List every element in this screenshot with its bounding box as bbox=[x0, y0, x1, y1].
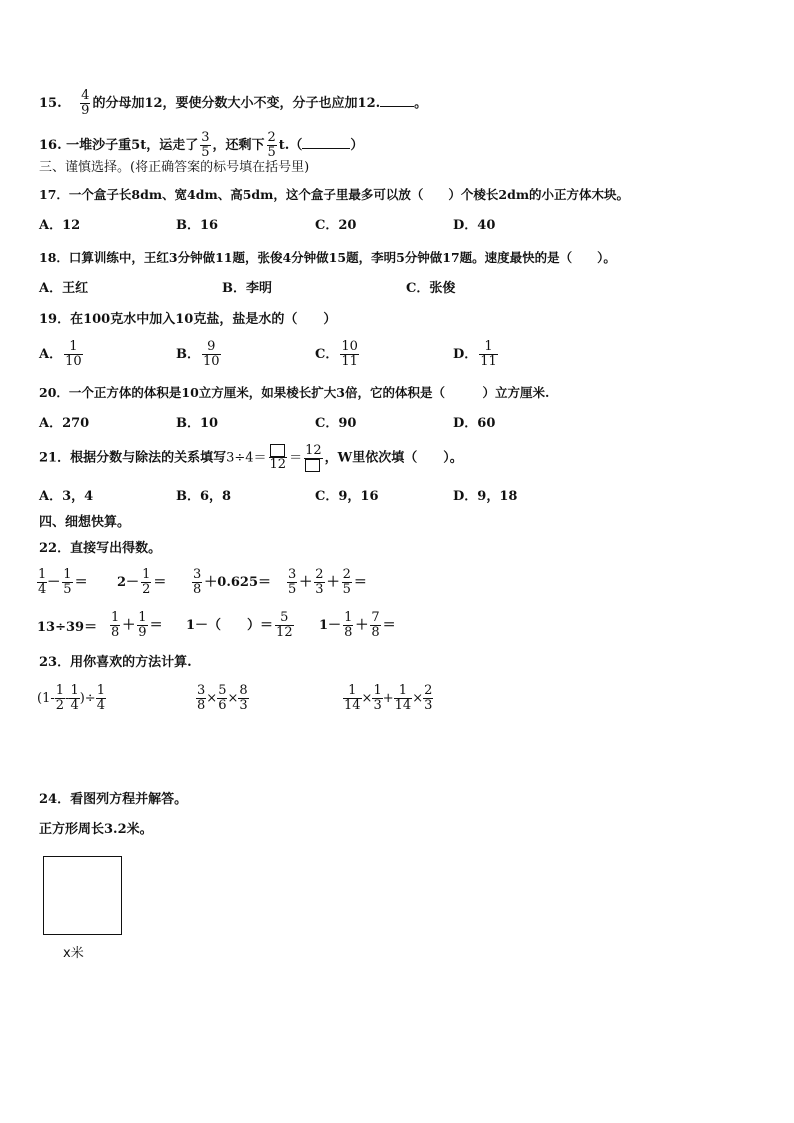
q19-label-c: C． bbox=[315, 347, 339, 362]
q21-frac2-num: 12 bbox=[305, 443, 322, 458]
q23-title: 23．用你喜欢的方法计算. bbox=[39, 655, 192, 670]
q19-a-den: 10 bbox=[65, 354, 82, 369]
q23-expr-2: $\frac{3}{8}$ × $\frac{5}{6}$ × $\frac{8}{3}$ bbox=[197, 683, 248, 713]
q22-expr-3: $\frac{3}{8}$ ＋0.625＝ bbox=[193, 567, 271, 597]
q21-option-d[interactable]: D．9，18 bbox=[453, 489, 518, 504]
q21-text-1: 21．根据分数与除法的关系填写 bbox=[39, 450, 227, 466]
q24-subtitle: 正方形周长3.2米。 bbox=[39, 822, 153, 837]
q15-answer-blank[interactable] bbox=[380, 94, 414, 107]
q23-e1a: (1- bbox=[37, 691, 55, 706]
question-20: 20．一个正方体的体积是10立方厘米，如果棱长扩大3倍，它的体积是（ ）立方厘米. bbox=[39, 385, 550, 400]
q19-label-d: D． bbox=[453, 347, 478, 362]
q15-frac-num: 4 bbox=[81, 88, 90, 103]
q16-text-2: ，还剩下 bbox=[212, 138, 265, 153]
q23-plus: + bbox=[382, 691, 394, 706]
q22-title: 22．直接写出得数。 bbox=[39, 541, 162, 556]
question-17: 17．一个盒子长8dm、宽4dm、高5dm，这个盒子里最多可以放（ ）个棱长2dm的小正方体木块。 bbox=[39, 187, 630, 202]
question-15 bbox=[39, 89, 427, 118]
q21-box-2[interactable] bbox=[305, 459, 320, 472]
q20-option-d[interactable]: D．60 bbox=[453, 416, 496, 431]
q21-frac1-den: 12 bbox=[269, 457, 287, 472]
q22-expr-1: $\frac{1}{4}$ － $\frac{1}{5}$ ＝ bbox=[38, 567, 88, 597]
q22-expr-4: $\frac{3}{5}$ ＋ $\frac{2}{3}$ ＋ $\frac{2}{5}$ ＝ bbox=[288, 567, 367, 597]
q22-expr-5: 13÷39＝ bbox=[37, 620, 98, 635]
q21-expression: 3÷4＝ bbox=[226, 450, 267, 466]
q19-a-num: 1 bbox=[64, 340, 83, 355]
q22-plus-0625: ＋0.625＝ bbox=[204, 575, 271, 590]
section-3-heading: 三、谨慎选择。(将正确答案的标号填在括号里) bbox=[39, 160, 310, 175]
q16-frac1-den: 5 bbox=[201, 145, 210, 160]
q22-eq-6: ＝ bbox=[149, 618, 163, 633]
q23-expr-3: $\frac{1}{14}$ × $\frac{1}{3}$ + $\frac{1}{14}$ × $\frac{2}{3}$ bbox=[344, 683, 433, 713]
q16-frac2-den: 5 bbox=[267, 145, 276, 160]
q22-eq-4: ＝ bbox=[353, 575, 367, 590]
q24-title: 24．看图列方程并解答。 bbox=[39, 792, 188, 807]
q17-option-b[interactable]: B．16 bbox=[176, 218, 219, 233]
q21-option-a[interactable]: A．3，4 bbox=[39, 489, 94, 504]
question-21 bbox=[39, 444, 463, 472]
q22-two: 2 bbox=[117, 575, 127, 590]
q23-e1c: )÷ bbox=[79, 691, 96, 706]
q22-plus-c: ＋ bbox=[122, 618, 136, 633]
q19-option-b[interactable] bbox=[176, 340, 223, 369]
q19-label-a: A． bbox=[39, 347, 63, 362]
q22-minus-2: － bbox=[126, 575, 140, 590]
question-16 bbox=[39, 131, 363, 160]
q15-end: 。 bbox=[414, 96, 428, 111]
q22-minus-8: － bbox=[328, 618, 342, 633]
q22-plus-a: ＋ bbox=[299, 575, 313, 590]
q19-b-num: 9 bbox=[202, 340, 221, 355]
q18-option-b[interactable]: B．李明 bbox=[222, 281, 272, 296]
q23-times-c: × bbox=[361, 691, 373, 706]
q22-eq: ＝ bbox=[74, 575, 88, 590]
q22-expr-7-text: 1－（ ）＝ bbox=[186, 618, 274, 633]
q19-d-num: 1 bbox=[479, 340, 498, 355]
q21-text-2: ，W里依次填（ ）。 bbox=[324, 450, 463, 466]
square-side-label: x米 bbox=[63, 946, 84, 961]
q15-text: 的分母加12，要使分数大小不变，分子也应加12. bbox=[92, 96, 381, 111]
q19-option-a[interactable] bbox=[39, 340, 85, 369]
square-figure bbox=[43, 856, 122, 935]
q16-answer-blank[interactable] bbox=[302, 136, 350, 149]
q20-option-a[interactable]: A．270 bbox=[39, 416, 90, 431]
q17-option-c[interactable]: C．20 bbox=[315, 218, 357, 233]
q17-option-a[interactable]: A．12 bbox=[39, 218, 81, 233]
q20-option-b[interactable]: B．10 bbox=[176, 416, 219, 431]
q18-option-c[interactable]: C．张俊 bbox=[406, 281, 456, 296]
q18-option-a[interactable]: A．王红 bbox=[39, 281, 89, 296]
q22-expr-6: $\frac{1}{8}$ ＋ $\frac{1}{9}$ ＝ bbox=[111, 610, 163, 640]
q23-times-d: × bbox=[412, 691, 424, 706]
question-19: 19．在100克水中加入10克盐，盐是水的（ ） bbox=[39, 312, 337, 327]
q21-equals: ＝ bbox=[289, 450, 303, 466]
q17-option-d[interactable]: D．40 bbox=[453, 218, 496, 233]
q16-frac1-num: 3 bbox=[201, 130, 210, 145]
question-18: 18．口算训练中，王红3分钟做11题，张俊4分钟做15题，李明5分钟做17题。速度最快的是（ ）。 bbox=[39, 250, 616, 265]
q16-frac2-num: 2 bbox=[267, 130, 276, 145]
q23-e1b: - bbox=[65, 691, 70, 706]
q16-text-3: t.（ bbox=[278, 138, 303, 153]
q16-number: 16. bbox=[39, 138, 62, 153]
q19-option-c[interactable] bbox=[315, 340, 361, 369]
q19-c-den: 11 bbox=[341, 354, 358, 369]
q16-text-1: 一堆沙子重5t，运走了 bbox=[66, 138, 199, 153]
q22-eq-8: ＝ bbox=[382, 618, 396, 633]
section-4-heading: 四、细想快算。 bbox=[39, 515, 131, 530]
q23-expr-1: (1- $\frac{1}{2}$ - $\frac{1}{4}$ )÷ $\frac{1}{4}$ bbox=[37, 683, 105, 713]
q15-frac-den: 9 bbox=[81, 103, 90, 118]
q19-b-den: 10 bbox=[203, 354, 220, 369]
q21-box-1[interactable] bbox=[270, 444, 285, 457]
q22-expr-2: 2－ $\frac{1}{2}$ ＝ bbox=[117, 567, 167, 597]
q22-expr-7: 1－（ ）＝ $\frac{5}{12}$ bbox=[186, 610, 293, 640]
q15-number: 15. bbox=[39, 96, 62, 111]
q22-plus-b: ＋ bbox=[326, 575, 340, 590]
q19-option-d[interactable] bbox=[453, 340, 500, 369]
q19-label-b: B． bbox=[176, 347, 200, 362]
q22-minus: － bbox=[47, 575, 61, 590]
q23-times-b: × bbox=[227, 691, 239, 706]
q21-option-c[interactable]: C．9，16 bbox=[315, 489, 379, 504]
q16-text-4: ） bbox=[350, 138, 364, 153]
q22-one: 1 bbox=[319, 618, 329, 633]
q20-option-c[interactable]: C．90 bbox=[315, 416, 357, 431]
q22-plus-d: ＋ bbox=[355, 618, 369, 633]
q19-c-num: 10 bbox=[341, 339, 358, 354]
q21-option-b[interactable]: B．6，8 bbox=[176, 489, 232, 504]
q22-expr-8: 1－ $\frac{1}{8}$ ＋ $\frac{7}{8}$ ＝ bbox=[319, 610, 396, 640]
q22-eq-2: ＝ bbox=[153, 575, 167, 590]
q19-d-den: 11 bbox=[480, 354, 497, 369]
q23-times-a: × bbox=[206, 691, 218, 706]
